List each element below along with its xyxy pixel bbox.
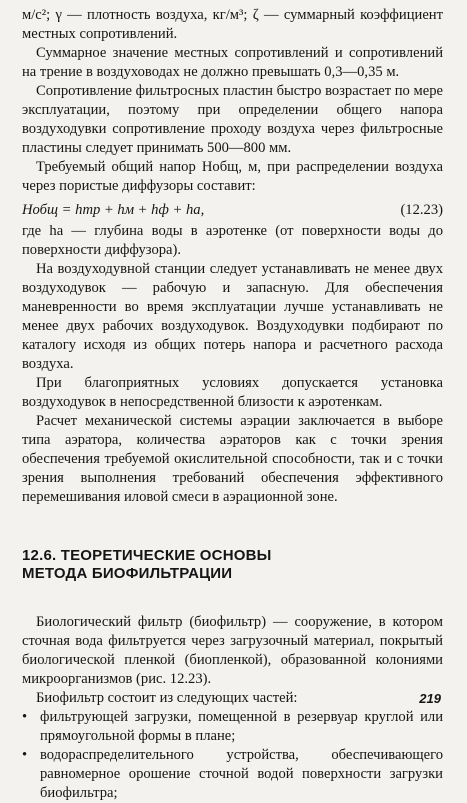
paragraph-mechanical-aeration: Расчет механической системы аэрации заключается в выборе типа аэратора, количества аэраторов как с точки зрения обеспечения требуемой окислительной способности, так и с точки зрения выполнения требований обеспечения эффективного перемешивания иловой смеси в аэрационной зоне. [22,413,443,505]
equation-body: Hобщ = hтр + hм + hф + hа, [22,202,205,218]
bullet-icon: • [22,747,28,763]
section-heading-line-1: 12.6. ТЕОРЕТИЧЕСКИЕ ОСНОВЫ [22,547,272,564]
paragraph-total-resistance: Суммарное значение местных сопротивлений и сопротивлений на трение в воздуховодах не должно превышать 0,3—0,35 м. [22,45,443,80]
paragraph-filter-plates: Сопротивление фильтросных пластин быстро возрастает по мере эксплуатации, поэтому при определении общего напора воздуходувки сопротивление проходу воздуха через фильтросные пластины следует принимать 500—800 мм. [22,83,443,156]
equation-12-23 [22,199,443,221]
paragraph-favorable-conditions: При благоприятных условиях допускается установка воздуходувок в непосредственной близости к аэротенкам. [22,375,443,410]
list-item-text: фильтрующей загрузки, помещенной в резервуар круглой или прямоугольной формы в плане; [40,709,443,744]
list-item [22,746,443,803]
bullet-icon: • [22,709,28,725]
list-item [22,708,443,746]
list-item-text: водораспределительного устройства, обеспечивающего равномерное орошение сточной водой поверхности загрузки биофильтра; [40,747,443,801]
paragraph-units: м/с²; γ — плотность воздуха, кг/м³; ζ — суммарный коэффициент местных сопротивлений. [22,7,443,42]
paragraph-biofilter-definition: Биологический фильтр (биофильтр) — сооружение, в котором сточная вода фильтруется через загрузочный материал, покрытый биологической пленкой (биопленкой), образованной колониями микроорганизмов (рис. 12.23). [22,614,443,687]
page-number: 219 [419,691,441,706]
paragraph-blower-station: На воздуходувной станции следует устанавливать не менее двух воздуходувок — рабочую и запасную. Для обеспечения маневренности во время эксплуатации лучше устанавливать не менее двух рабочих воздуходувок. Воздуходувки подбирают по каталогу исходя из общих потерь напора и расчетного расхода воздуха. [22,261,443,372]
section-heading-line-2: МЕТОДА БИОФИЛЬТРАЦИИ [22,565,233,582]
paragraph-required-head: Требуемый общий напор Hобщ, м, при распределении воздуха через пористые диффузоры составит: [22,159,443,194]
paragraph-biofilter-parts: Биофильтр состоит из следующих частей: [36,690,298,706]
equation-number: (12.23) [400,202,443,218]
section-heading [22,547,443,583]
paragraph-where-ha: где hа — глубина воды в аэротенке (от поверхности воды до поверхности диффузора). [22,223,443,258]
parts-list [22,708,443,803]
